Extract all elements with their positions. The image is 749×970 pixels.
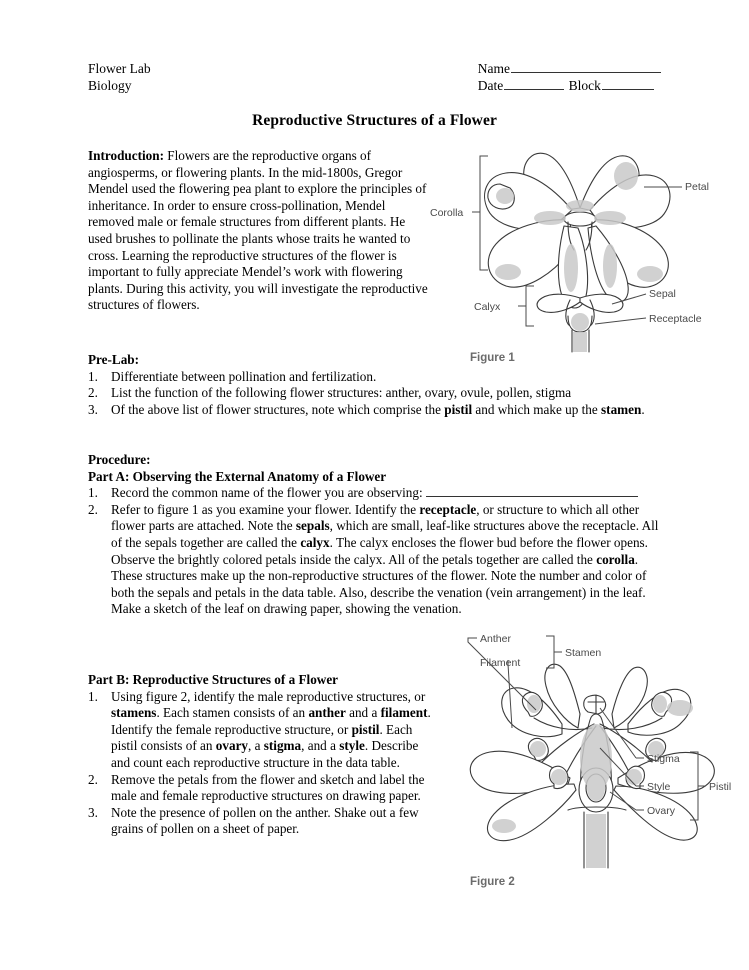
flower-name-input-blank[interactable] (426, 485, 638, 497)
list-item-text: Record the common name of the flower you are observing: (111, 485, 423, 501)
list-item (88, 485, 662, 502)
emphasis-term: calyx (300, 534, 330, 550)
figure-2-label-stigma: Stigma (647, 753, 680, 765)
emphasis-term: style (339, 738, 365, 754)
list-item-text: Remove the petals from the flower and sketch and label the male and female reproductive structures on drawing paper. (111, 771, 425, 804)
list-item-text: , or structure to which all other flower parts are attached. Note the (111, 501, 640, 534)
list-item-text: Note the presence of pollen on the anther. Shake out a few grains of pollen on a sheet of paper. (111, 804, 419, 837)
procedure-heading: Procedure: (88, 452, 151, 467)
figure-2 (450, 628, 745, 903)
list-item-text: List the function of the following flower structures: anther, ovary, ovule, pollen, stigma (111, 385, 572, 401)
emphasis-term: stamens (111, 705, 157, 721)
list-item (88, 772, 433, 805)
list-item-text: . (641, 401, 645, 417)
emphasis-term: stamen (601, 401, 642, 417)
header-subject: Biology (88, 78, 132, 93)
list-item-text: . These structures make up the non-reproductive structures of the flower. Note the number and color of both the sepals and petals in the data table. Also, describe the venation (vein arrangement) in the leaf. Make a sketch of the leaf on drawing paper, showing the venation. (111, 551, 647, 617)
list-item-text: . Each stamen consists of an (156, 705, 309, 721)
list-item-text: , and a (301, 738, 340, 754)
list-item-text: , which are small, leaf-like structures above the receptacle. All of the sepals together are called the (111, 518, 659, 550)
figure-2-label-style: Style (647, 781, 671, 793)
date-label: Date (477, 78, 504, 93)
list-item-number: 2. (88, 385, 98, 401)
introduction-paragraph (88, 148, 428, 314)
figure-1-label-sepal: Sepal (649, 288, 676, 300)
emphasis-term: filament (380, 705, 428, 721)
part-b-heading: Part B: Reproductive Structures of a Flower (88, 672, 339, 687)
emphasis-term: pistil (351, 721, 380, 737)
procedure-section (88, 452, 662, 618)
figure-1-caption: Figure 1 (470, 352, 515, 364)
figure-2-drawing (450, 628, 745, 876)
page-title: Reproductive Structures of a Flower (252, 112, 497, 129)
figure-2-label-stamen: Stamen (565, 647, 602, 659)
list-item-text: Differentiate between pollination and fertilization. (111, 368, 377, 384)
list-item-text: Using figure 2, identify the male reproductive structures, or (111, 688, 426, 704)
part-b-section (88, 672, 433, 838)
name-label: Name (477, 61, 510, 76)
figure-1-label-corolla: Corolla (430, 207, 464, 219)
list-item-text: . Each pistil consists of an (111, 721, 413, 754)
figure-2-label-filament: Filament (480, 657, 521, 669)
figure-2-label-ovary: Ovary (647, 805, 676, 817)
header-lab-title: Flower Lab (88, 61, 151, 76)
list-item-number: 3. (88, 804, 98, 820)
introduction-text: Flowers are the reproductive organs of angiosperms, or flowering plants. In the mid-1800s, Gregor Mendel used the flowering pea plant to explore the principles of inheritance. In order to ensure cross-pollination, Mendel removed male or female structures from different plants. He used brushes to pollinate the plants whose traits he wanted to cross. Learning the reproductive structures of the flower is important to fully appreciate Mendel’s work with flowering plants. During this activity, you will investigate the reproductive structures of flowers. (88, 148, 428, 313)
figure-2-label-pistil: Pistil (709, 781, 732, 793)
list-item-text: . Identify the female reproductive structure, or (111, 705, 431, 737)
figure-1-label-receptacle: Receptacle (649, 313, 702, 325)
list-item (88, 502, 662, 618)
date-input-blank[interactable] (504, 77, 564, 90)
list-item-text: Of the above list of flower structures, note which comprise the (111, 401, 445, 417)
list-item-text: , a (248, 738, 264, 754)
emphasis-term: stigma (263, 738, 302, 754)
block-label: Block (568, 78, 601, 93)
list-item-text: Refer to figure 1 as you examine your flower. Identify the (111, 501, 420, 517)
list-item-number: 1. (88, 688, 98, 704)
list-item-number: 1. (88, 368, 98, 384)
list-item-text: . Describe and count each reproductive structure in the data table. (111, 738, 419, 770)
introduction-label: Introduction: (88, 148, 164, 163)
list-item-text: and a (345, 705, 381, 721)
prelab-list (88, 369, 662, 419)
part-a-heading: Part A: Observing the External Anatomy of a Flower (88, 468, 387, 484)
figure-1-drawing (430, 140, 720, 355)
list-item (88, 805, 433, 838)
header-student-fields (478, 60, 662, 94)
header-course-info (88, 60, 151, 94)
figure-2-caption: Figure 2 (470, 876, 515, 888)
list-item-number: 2. (88, 501, 98, 517)
list-item (88, 689, 433, 772)
emphasis-term: corolla (596, 551, 635, 567)
list-item-number: 2. (88, 771, 98, 787)
list-item (88, 402, 662, 419)
date-block-field-row (478, 77, 662, 94)
block-input-blank[interactable] (602, 77, 654, 90)
list-item-number: 3. (88, 401, 98, 417)
emphasis-term: sepals (295, 518, 330, 534)
figure-1-label-petal: Petal (685, 181, 709, 193)
emphasis-term: receptacle (419, 501, 477, 517)
emphasis-term: pistil (444, 401, 473, 417)
prelab-heading: Pre-Lab: (88, 352, 140, 367)
name-field-row (478, 60, 662, 77)
part-b-list (88, 689, 433, 838)
emphasis-term: ovary (215, 738, 249, 754)
figure-2-label-anther: Anther (480, 633, 511, 645)
figure-1-label-calyx: Calyx (474, 301, 501, 313)
list-item-text: and which make up the (472, 401, 602, 417)
document-header (88, 60, 662, 94)
emphasis-term: anther (308, 705, 346, 721)
figure-1 (430, 140, 720, 372)
list-item (88, 385, 662, 402)
list-item-text: . The calyx encloses the flower bud before the flower opens. Observe the brightly colored petals inside the calyx. All of the petals together are called the (111, 534, 648, 567)
list-item-number: 1. (88, 485, 98, 501)
name-input-blank[interactable] (511, 60, 661, 73)
part-a-list (88, 485, 662, 618)
